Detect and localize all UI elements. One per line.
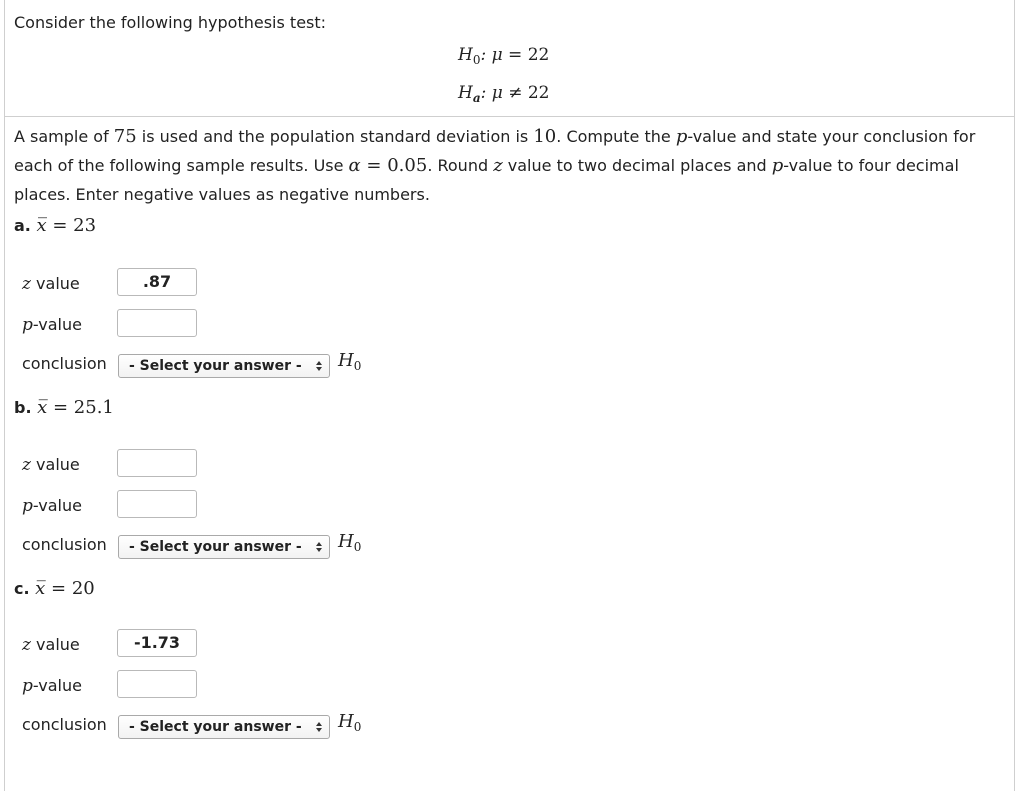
z-variable: z [493,155,503,176]
para-text-3: . Compute the [556,127,676,146]
alpha-value: = 0.05 [360,155,428,176]
h0-sub: 0 [353,720,362,734]
part-c-label [14,578,95,599]
part-b-z-input[interactable] [117,449,197,477]
ha-subscript: a [472,91,481,105]
z-var: z [22,274,31,294]
intro-text: Consider the following hypothesis test: [14,13,327,32]
part-a-z-input[interactable]: .87 [117,268,197,296]
conclusion-label: conclusion [22,354,107,373]
part-letter: b. [14,398,32,417]
para-text-4: -value and state your conclusion for each of the following sample results. Use [14,127,976,175]
p-value-label [22,315,82,335]
ha-relation: : μ ≠ [480,83,528,103]
part-c-z-input[interactable]: -1.73 [117,629,197,657]
part-b-conclusion-select[interactable] [118,535,330,559]
z-value-label [22,274,80,294]
p-var: p [22,496,33,516]
xbar-value: = 20 [45,578,95,599]
p-value-label [22,676,82,696]
z-var: z [22,635,31,655]
z-suffix: value [30,455,80,474]
para-text-6: value to two decimal places and [502,156,772,175]
updown-arrow-icon [315,721,323,733]
part-letter: c. [14,579,30,598]
para-text-7: -value to four decimal places. Enter negative values as negative numbers. [14,156,959,204]
frame-left-border [4,0,5,791]
part-c-p-input[interactable] [117,670,197,698]
xbar-value: = 25.1 [47,397,114,418]
h0-relation: : μ = [480,45,528,65]
z-var: z [22,455,31,475]
ha-symbol: H [458,83,473,103]
part-a-conclusion-select[interactable] [118,354,330,378]
h0-value: 22 [527,45,550,65]
p-suffix: -value [32,676,82,695]
part-letter: a. [14,216,31,235]
section-divider [4,116,1015,117]
select-text: - Select your answer - [129,358,302,374]
p-variable: p [675,126,688,147]
select-text: - Select your answer - [129,719,302,735]
alpha-symbol: α [348,155,361,176]
xbar-symbol: x̅ [35,578,46,599]
z-value-label [22,455,80,475]
part-b-p-input[interactable] [117,490,197,518]
h0-subscript: 0 [472,53,481,67]
p-var: p [22,315,33,335]
part-a-label [14,215,96,236]
part-b-label [14,397,114,418]
part-a-p-input[interactable] [117,309,197,337]
h0-sym: H [338,531,354,552]
part-c-conclusion-select[interactable] [118,715,330,739]
part-a-h0 [338,350,361,373]
p-suffix: -value [32,496,82,515]
ha-value: 22 [527,83,550,103]
p-suffix: -value [32,315,82,334]
updown-arrow-icon [315,360,323,372]
para-text-5: . Round [427,156,494,175]
conclusion-label: conclusion [22,715,107,734]
z-value-label [22,635,80,655]
h0-sub: 0 [353,359,362,373]
z-suffix: value [30,635,80,654]
para-text-1: A sample of [14,127,114,146]
p-variable-2: p [771,155,784,176]
h0-symbol: H [458,45,473,65]
alternative-hypothesis [458,83,549,105]
null-hypothesis [458,45,549,67]
p-value-label [22,496,82,516]
h0-sym: H [338,711,354,732]
para-text-2: is used and the population standard deviation is [136,127,534,146]
p-var: p [22,676,33,696]
updown-arrow-icon [315,541,323,553]
problem-paragraph [14,122,1009,209]
population-sd: 10 [533,126,557,147]
h0-sym: H [338,350,354,371]
part-b-h0 [338,531,361,554]
z-suffix: value [30,274,80,293]
frame-right-border [1014,0,1015,791]
part-c-h0 [338,711,361,734]
sample-size: 75 [113,126,137,147]
xbar-value: = 23 [46,215,97,236]
h0-sub: 0 [353,540,362,554]
select-text: - Select your answer - [129,539,302,555]
conclusion-label: conclusion [22,535,107,554]
xbar-symbol: x̅ [36,215,47,236]
xbar-symbol: x̅ [37,397,48,418]
